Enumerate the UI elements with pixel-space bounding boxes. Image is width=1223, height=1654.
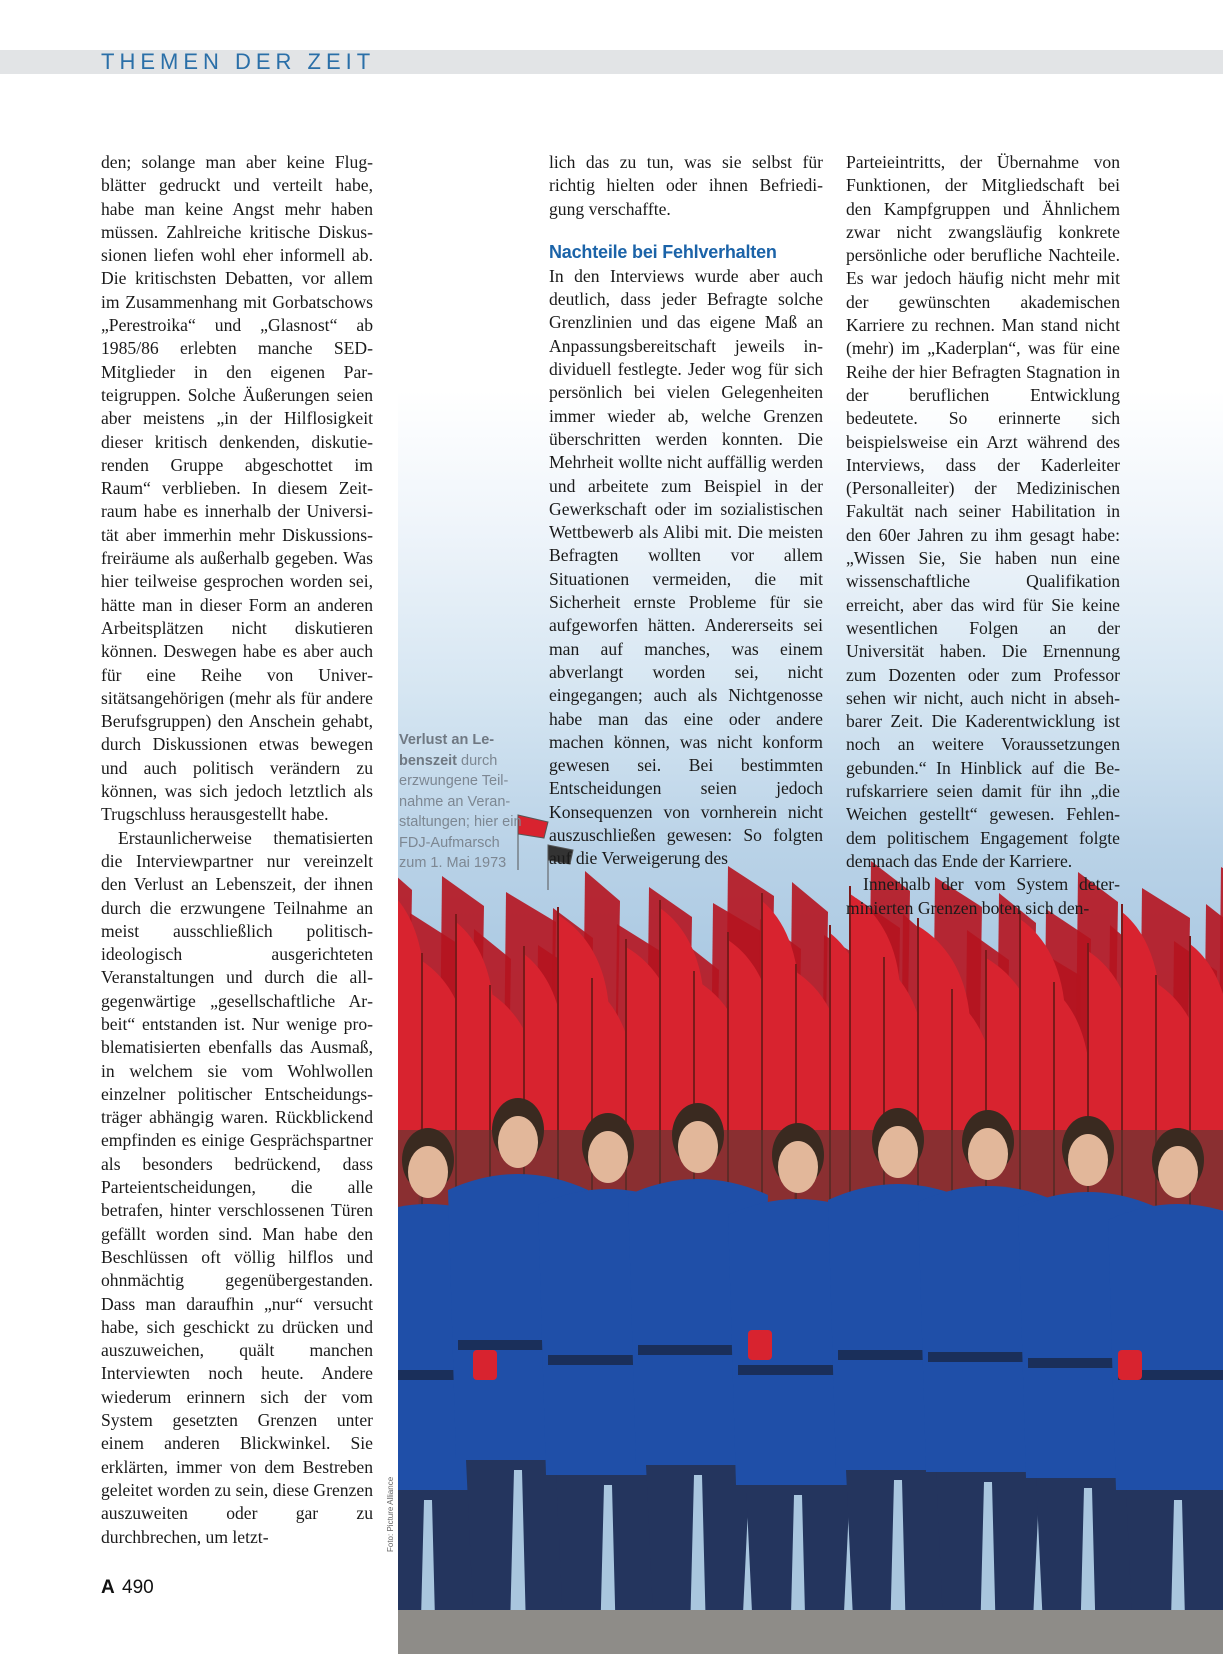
photo-caption	[399, 730, 524, 874]
marcher-face	[588, 1131, 628, 1183]
article-column-2	[549, 151, 823, 871]
red-armband	[748, 1330, 772, 1360]
page-prefix: A	[101, 1577, 115, 1598]
paragraph: Erstaunlicherweise thematisierten die Interviewpartner nur vereinzelt den Verlust an Lebenszeit, der ihnen durch die erzwungene Teilnahme an meist ausschließlich politisch-ideologisch ausgerichteten Veranstaltungen und durch die allgegenwärtige „gesellschaftliche Arbeit“ entstanden ist. Nur wenige problematisierten ebenfalls das Ausmaß, in welchem sie vom Wohlwollen einzelner politischer Entscheidungsträger abhängig waren. Rückblickend empfinden es einige Gesprächspartner als besonders bedrückend, dass Parteientscheidungen, die alle betrafen, hinter verschlossenen Türen gefällt worden sind. Man habe den Beschlüssen oft völlig hilflos und ohnmächtig gegenübergestanden. Dass man daraufhin „nur“ versucht habe, sich geschickt zu drücken und auszuweichen, quält manchen Interviewten noch heute. Andere wiederum erinnern sich der vom System gesetzten Grenzen unter einem anderen Blickwinkel. Sie erklärten, immer von dem Bestreben geleitet worden zu sein, diese Grenzen auszuweiten oder gar zu durchbrechen, um letzt-	[101, 827, 373, 1547]
blue-uniform-jacket	[1108, 1204, 1223, 1490]
paragraph: Innerhalb der vom System determinierten Grenzen boten sich den-	[846, 874, 1120, 918]
uniform-trousers	[466, 1460, 570, 1630]
marcher-face	[678, 1121, 718, 1173]
marcher-face	[878, 1126, 918, 1178]
uniform-trousers	[646, 1465, 750, 1635]
paragraph: lich das zu tun, was sie selbst für richtig hielten oder ihnen Befriedigung verschaffte.	[549, 152, 823, 219]
marcher-face	[498, 1116, 538, 1168]
page-number	[101, 1577, 154, 1599]
photo-credit: Foto: Picture Alliance	[386, 1476, 395, 1552]
pavement	[398, 1610, 1223, 1654]
paragraph: den; solange man aber keine Flugblätter gedruckt und verteilt habe, habe man keine Angst mehr haben müssen. Zahlreiche kritische Diskussionen liefen wohl eher informell ab. Die kritischsten Debatten, vor allem im Zusammenhang mit Gorbatschows „Perestroika“ und „Glasnost“ ab 1985/86 erlebten manche SED-Mitglieder in den eigenen Parteigruppen. Solche Äußerungen seien aber meistens „in der Hilflosigkeit dieser kritisch denkenden, diskutierenden Gruppe abgeschottet im Raum“ verblieben. In diesem Zeitraum habe es innerhalb der Universität aber immerhin mehr Diskussionsfreiräume als außerhalb gegeben. Was hier teilweise gesprochen worden sei, hätte man in dieser Form an anderen Arbeitsplätzen nicht diskutieren können. Deswegen habe es aber auch für eine Reihe von Universitätsangehörigen (mehr als für andere Berufsgruppen) den Anschein gehabt, durch Diskussionen etwas bewegen und auch politisch verändern zu können, was sich jedoch letztlich als Trugschluss herausgestellt habe.	[101, 152, 373, 825]
paragraph: Parteieintritts, der Übernahme von Funktionen, der Mitgliedschaft bei den Kampfgruppen und Ähnlichem zwar nicht zwangsläufig konkrete persönliche oder berufliche Nachteile. Es war jedoch häufig nicht mehr mit der gewünschten akademischen Karriere zu rechnen. Man stand nicht (mehr) im „Kaderplan“, was für eine Reihe der hier Befragten Stagnation in der beruflichen Entwicklung bedeutete. So erinnerte sich beispielsweise ein Arzt während des Interviews, dass der Kaderleiter (Personalleiter) der Medizinischen Fakultät nach seiner Habilitation in den 60er Jahren zu ihm gesagt habe: „Wissen Sie, Sie haben nun eine wissenschaftliche Qualifikation erreicht, aber das wird für Sie keine wesentlichen Folgen an der Universität haben. Die Ernennung zum Dozenten oder zum Professor sehen wir nicht, auch nicht in absehbarer Zeit. Die Kaderentwicklung ist noch an weitere Voraussetzungen gebunden.“ In Hinblick auf die Berufskarriere seien damit für ihn „die Weichen gestellt“ gewesen. Fehlendem politischem Engagement folgte demnach das Ende der Karriere.	[846, 152, 1120, 871]
marcher-face	[778, 1141, 818, 1193]
caption-lead: Verlust an Lebenszeit	[399, 732, 495, 769]
marcher-face	[1068, 1134, 1108, 1186]
marcher-face	[968, 1128, 1008, 1180]
section-title: THEMEN DER ZEIT	[101, 49, 376, 74]
subheading: Nachteile bei Fehlverhalten	[549, 241, 777, 262]
caption-text: durch erzwungene Teilnahme an Veranstaltungen; hier ein FDJ-Aufmarsch zum 1. Mai 1973	[399, 752, 522, 871]
marcher-face	[1158, 1146, 1198, 1198]
paragraph: In den Interviews wurde aber auch deutlich, dass jeder Befragte solche Grenzlinien und das eigene Maß an Anpassungsbereitschaft jeweils individuell festlegte. Jeder wog für sich persönlich bei vielen Gelegenheiten immer wieder ab, welche Grenzen überschritten werden konnten. Die Mehrheit wollte nicht auffällig werden und arbeitete zum Beispiel in der Gewerkschaft oder im sozialistischen Wettbewerb als Alibi mit. Die meisten Befragten wollten vor allem Situationen vermeiden, die mit Sicherheit ernste Probleme für sie aufgeworfen hätten. Andererseits sei man auf manches, was einem abverlangt worden sei, nicht eingegangen; auch als Nichtgenosse habe man das eine oder andere machen können, was nicht konform gewesen sei. Bei bestimmten Entscheidungen seien jedoch Konsequenzen von vornherein nicht auszuschließen gewesen: So folgten auf die Verweigerung des	[549, 265, 823, 869]
red-armband	[473, 1350, 497, 1380]
article-column-1	[101, 151, 373, 1549]
article-column-3	[846, 151, 1120, 920]
page-number-value: 490	[122, 1577, 154, 1598]
marcher-face	[408, 1146, 448, 1198]
red-armband	[1118, 1350, 1142, 1380]
